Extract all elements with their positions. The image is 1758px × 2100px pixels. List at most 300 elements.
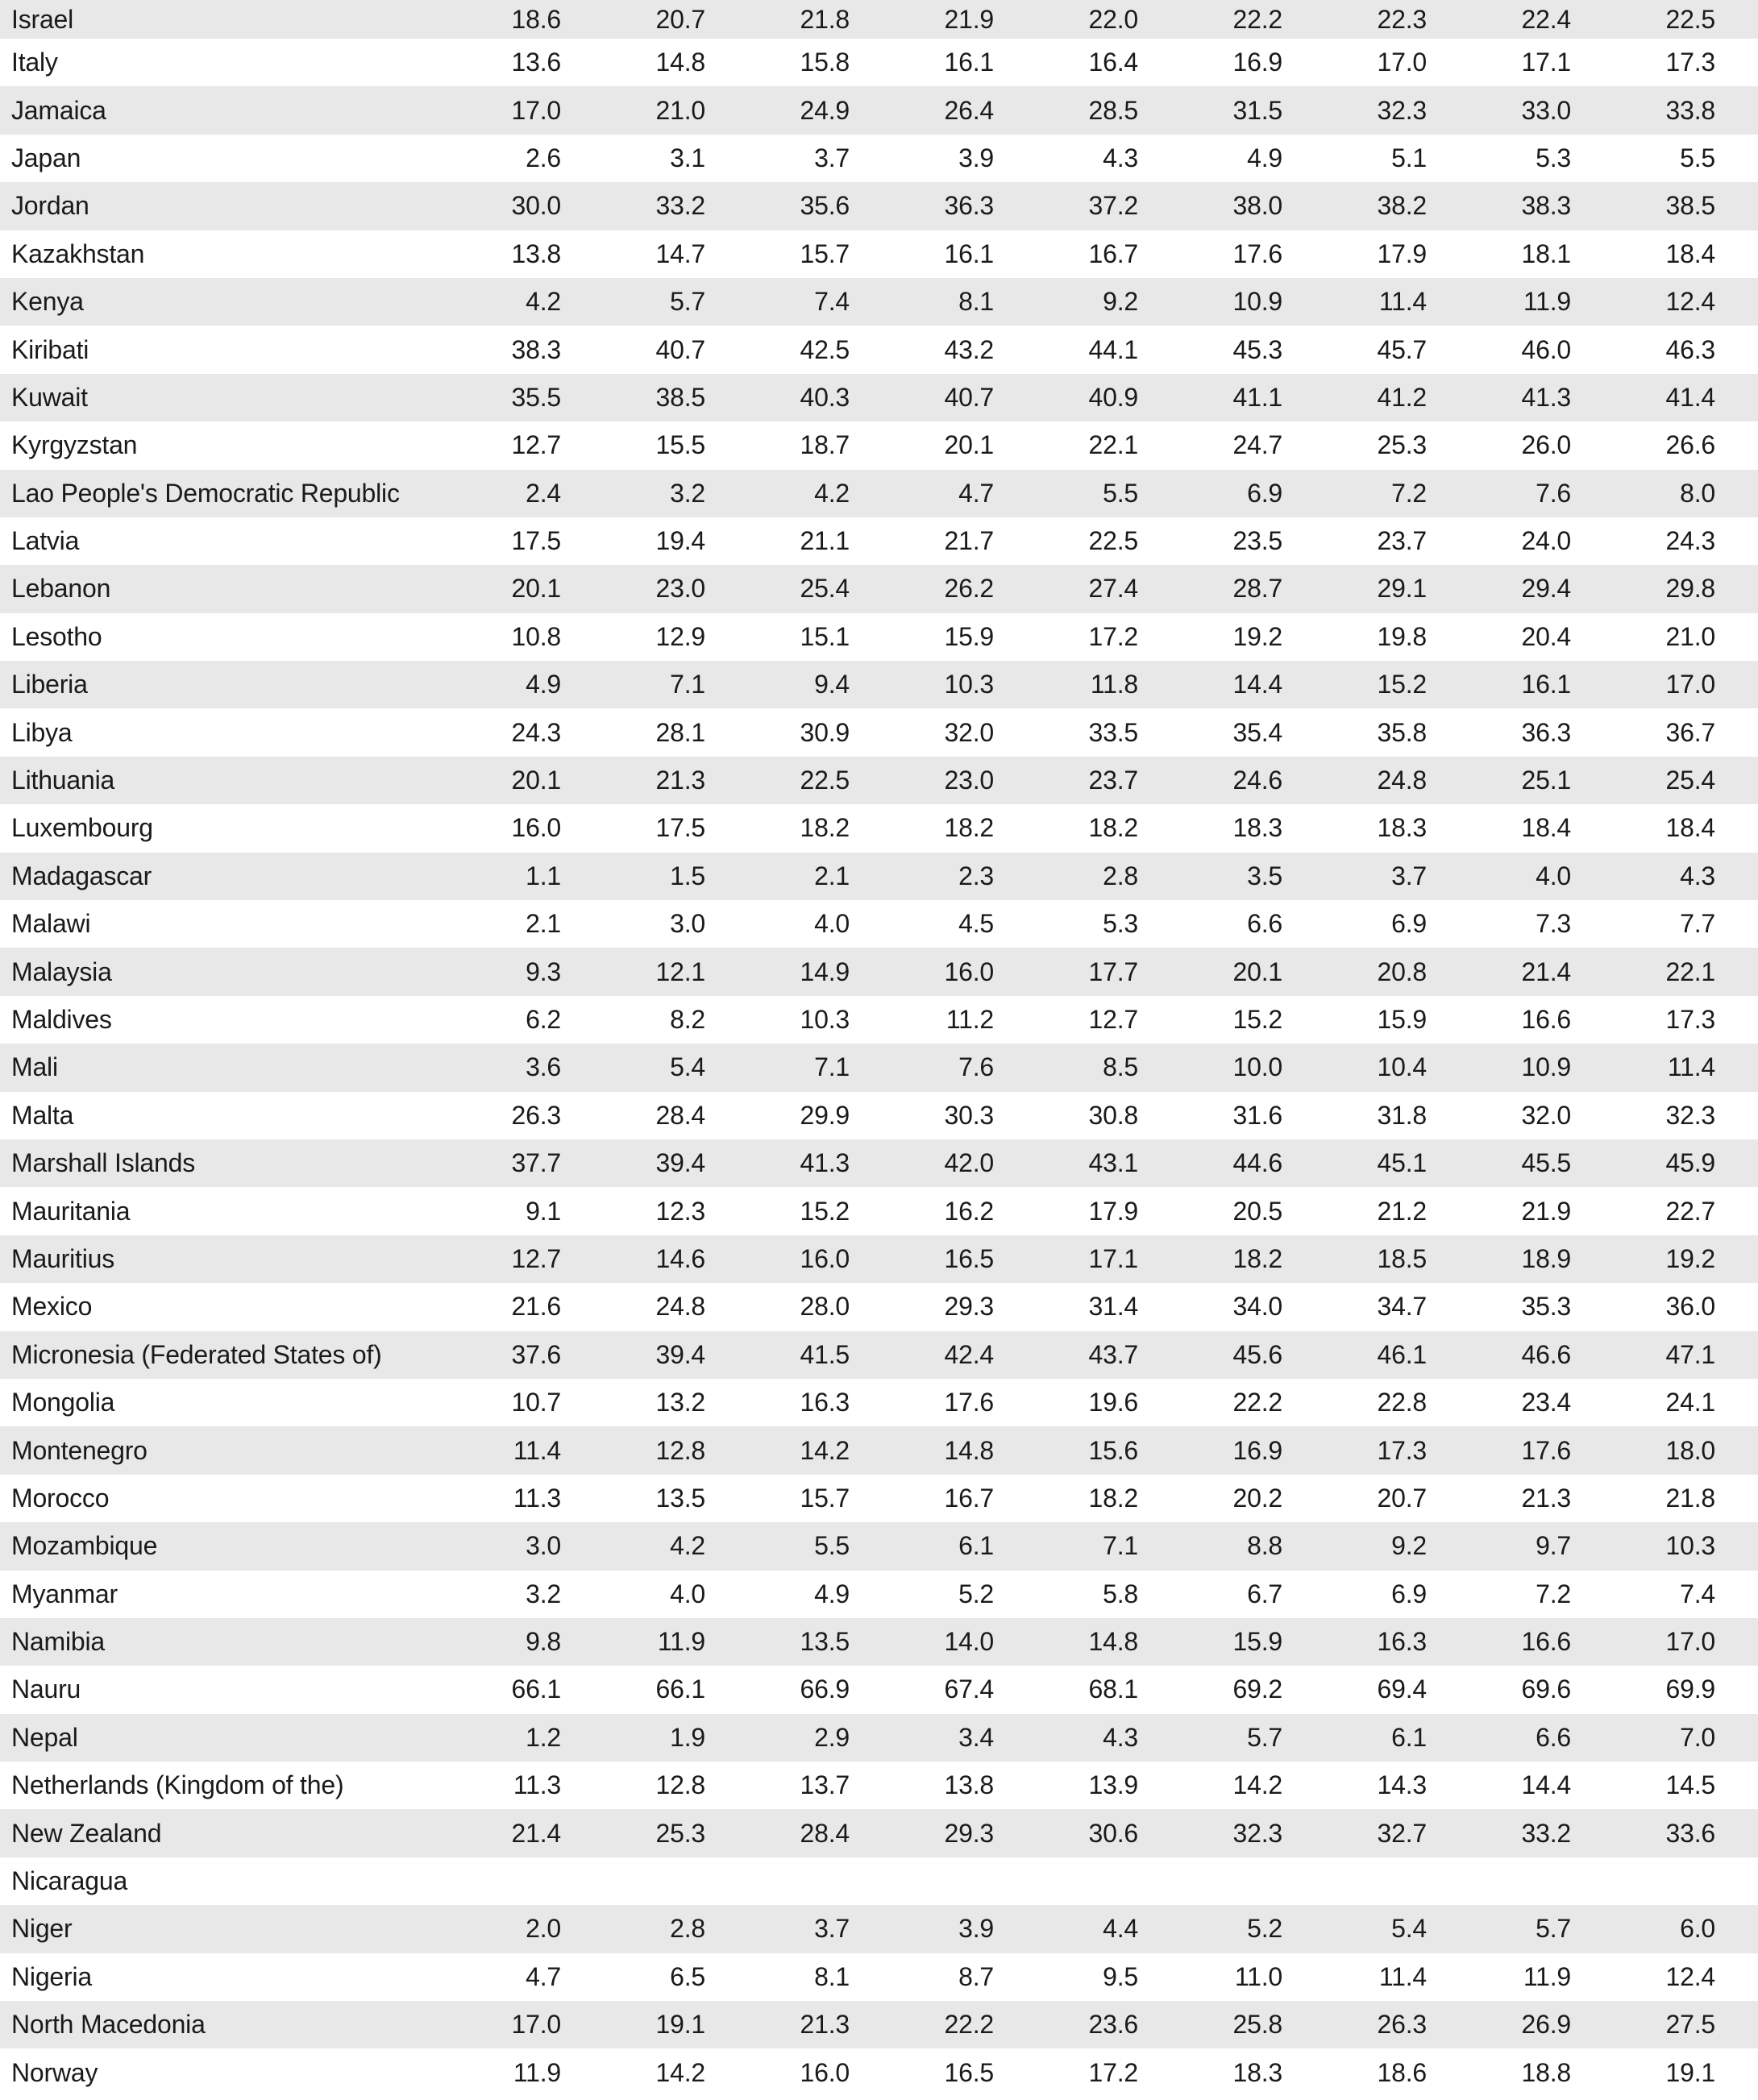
value-cell: 22.1: [1088, 430, 1138, 460]
value-cell: 69.9: [1665, 1675, 1715, 1704]
value-cell: 2.6: [526, 143, 561, 172]
value-cell: 19.1: [655, 2010, 705, 2040]
value-cell: 22.3: [1377, 4, 1427, 34]
value-cell: 15.7: [800, 1483, 850, 1513]
value-cell: 20.2: [1232, 1483, 1282, 1513]
value-cell: 11.0: [1234, 1961, 1282, 1991]
value-cell: 2.1: [814, 861, 850, 890]
value-cell: 46.1: [1377, 1339, 1427, 1369]
value-cell: 9.5: [1103, 1961, 1138, 1991]
country-name: Niger: [11, 1914, 73, 1944]
value-cell: 25.1: [1521, 766, 1571, 795]
value-cells: [451, 1675, 1715, 1704]
value-cell: 12.1: [655, 957, 705, 986]
value-cell: 18.0: [1665, 1435, 1715, 1465]
value-cells: [451, 909, 1715, 939]
value-cell: 16.7: [1088, 239, 1138, 268]
value-cell: 30.0: [511, 191, 561, 221]
value-cell: 4.2: [814, 478, 850, 508]
value-cell: 8.2: [670, 1005, 705, 1034]
value-cell: 5.7: [1536, 1914, 1571, 1944]
country-name: Latvia: [11, 526, 80, 556]
table-row: [0, 1283, 1758, 1330]
value-cell: 18.6: [1377, 2057, 1427, 2087]
value-cell: 13.5: [655, 1483, 705, 1513]
value-cell: 17.1: [1088, 1243, 1138, 1273]
value-cells: [451, 861, 1715, 891]
value-cell: 9.7: [1536, 1531, 1571, 1561]
value-cell: 21.0: [655, 95, 705, 125]
value-cell: 15.9: [1377, 1005, 1427, 1034]
value-cell: 29.4: [1521, 574, 1571, 604]
country-name: Nicaragua: [11, 1866, 128, 1896]
value-cells: [451, 1388, 1715, 1417]
value-cell: 6.6: [1536, 1722, 1571, 1752]
value-cell: 33.2: [655, 191, 705, 221]
country-name: Kiribati: [11, 334, 89, 364]
value-cell: 41.4: [1665, 382, 1715, 412]
country-name: Micronesia (Federated States of): [11, 1339, 382, 1369]
value-cell: 23.6: [1088, 2010, 1138, 2040]
value-cell: 25.3: [1377, 430, 1427, 460]
value-cell: 5.3: [1103, 909, 1138, 939]
value-cell: 38.3: [1521, 191, 1571, 221]
value-cell: 17.6: [1232, 239, 1282, 268]
value-cell: 21.8: [1665, 1483, 1715, 1513]
country-name: Kenya: [11, 287, 84, 317]
value-cell: 10.9: [1521, 1052, 1571, 1082]
value-cell: 20.5: [1232, 1196, 1282, 1226]
value-cell: 31.4: [1088, 1292, 1138, 1322]
value-cell: 38.3: [511, 334, 561, 364]
value-cells: [451, 239, 1715, 269]
value-cell: 3.0: [670, 909, 705, 939]
value-cell: 4.0: [1536, 861, 1571, 890]
table-row: [0, 1044, 1758, 1091]
country-name: Jordan: [11, 191, 89, 221]
value-cell: 22.4: [1521, 4, 1571, 34]
value-cell: 21.2: [1377, 1196, 1427, 1226]
value-cell: 17.3: [1377, 1435, 1427, 1465]
value-cell: 16.9: [1232, 1435, 1282, 1465]
value-cell: 23.7: [1377, 526, 1427, 556]
value-cell: 17.6: [1521, 1435, 1571, 1465]
value-cells: [451, 287, 1715, 317]
value-cell: 23.7: [1088, 766, 1138, 795]
country-name: Myanmar: [11, 1579, 118, 1608]
value-cell: 17.0: [1665, 670, 1715, 699]
value-cell: 32.0: [944, 717, 994, 747]
value-cell: 14.9: [800, 957, 850, 986]
value-cell: 14.0: [944, 1627, 994, 1657]
table-row: [0, 996, 1758, 1044]
value-cell: 32.7: [1377, 1818, 1427, 1848]
value-cell: 17.3: [1665, 1005, 1715, 1034]
table-row: [0, 804, 1758, 852]
value-cell: 17.6: [944, 1388, 994, 1417]
value-cell: 4.7: [526, 1961, 561, 1991]
value-cell: 6.9: [1391, 1579, 1427, 1608]
value-cell: 16.3: [800, 1388, 850, 1417]
value-cell: 45.5: [1521, 1148, 1571, 1178]
value-cell: 10.0: [1232, 1052, 1282, 1082]
value-cell: 15.2: [1377, 670, 1427, 699]
value-cell: 41.1: [1232, 382, 1282, 412]
value-cell: 3.9: [958, 143, 994, 172]
value-cell: 21.9: [1521, 1196, 1571, 1226]
country-name: Mongolia: [11, 1388, 115, 1417]
value-cell: 3.7: [814, 143, 850, 172]
value-cell: 26.9: [1521, 2010, 1571, 2040]
value-cell: 43.7: [1088, 1339, 1138, 1369]
country-name: Nigeria: [11, 1961, 92, 1991]
table-row: [0, 948, 1758, 995]
value-cell: 5.8: [1103, 1579, 1138, 1608]
table-row: [0, 135, 1758, 182]
table-row: [0, 278, 1758, 326]
value-cell: 43.1: [1088, 1148, 1138, 1178]
value-cell: 6.5: [670, 1961, 705, 1991]
value-cell: 46.3: [1665, 334, 1715, 364]
value-cell: 15.5: [655, 430, 705, 460]
value-cell: 5.7: [1247, 1722, 1282, 1752]
value-cell: 4.2: [670, 1531, 705, 1561]
value-cell: 26.6: [1665, 430, 1715, 460]
value-cell: 21.7: [944, 526, 994, 556]
value-cell: 4.9: [1247, 143, 1282, 172]
value-cells: [451, 383, 1715, 413]
value-cell: 35.4: [1232, 717, 1282, 747]
value-cells: [451, 670, 1715, 699]
value-cell: 41.3: [800, 1148, 850, 1178]
value-cell: 33.0: [1521, 95, 1571, 125]
country-name: Madagascar: [11, 861, 152, 890]
value-cell: 69.4: [1377, 1675, 1427, 1704]
table-row: [0, 661, 1758, 708]
value-cell: 12.3: [655, 1196, 705, 1226]
value-cell: 18.5: [1377, 1243, 1427, 1273]
value-cell: 41.3: [1521, 382, 1571, 412]
value-cell: 41.2: [1377, 382, 1427, 412]
value-cell: 15.1: [800, 621, 850, 651]
value-cell: 4.7: [958, 478, 994, 508]
value-cell: 22.5: [1665, 4, 1715, 34]
value-cell: 12.8: [655, 1435, 705, 1465]
value-cell: 14.8: [944, 1435, 994, 1465]
country-name: Mauritania: [11, 1196, 131, 1226]
table-row: [0, 565, 1758, 612]
value-cell: 29.3: [944, 1818, 994, 1848]
value-cells: [451, 48, 1715, 77]
value-cell: 43.2: [944, 334, 994, 364]
table-row: [0, 900, 1758, 948]
value-cell: 24.9: [800, 95, 850, 125]
value-cell: 21.1: [800, 526, 850, 556]
value-cell: 24.8: [1377, 766, 1427, 795]
value-cell: 22.2: [1232, 1388, 1282, 1417]
value-cell: 10.4: [1377, 1052, 1427, 1082]
table-row: [0, 2001, 1758, 2048]
table-row: [0, 39, 1758, 86]
value-cells: [451, 5, 1715, 35]
value-cell: 17.0: [1377, 48, 1427, 77]
value-cell: 45.9: [1665, 1148, 1715, 1178]
value-cell: 30.6: [1088, 1818, 1138, 1848]
value-cell: 6.2: [526, 1005, 561, 1034]
value-cell: 2.1: [526, 909, 561, 939]
value-cell: 46.0: [1521, 334, 1571, 364]
table-row: [0, 1426, 1758, 1474]
value-cell: 36.7: [1665, 717, 1715, 747]
table-row: [0, 1953, 1758, 2001]
value-cell: 17.9: [1088, 1196, 1138, 1226]
table-row: [0, 230, 1758, 278]
value-cell: 3.7: [814, 1914, 850, 1944]
value-cell: 7.2: [1536, 1579, 1571, 1608]
value-cell: 69.6: [1521, 1675, 1571, 1704]
country-name: Malaysia: [11, 957, 112, 986]
value-cell: 6.1: [1391, 1722, 1427, 1752]
value-cell: 14.4: [1232, 670, 1282, 699]
value-cell: 28.5: [1088, 95, 1138, 125]
value-cell: 6.0: [1680, 1914, 1715, 1944]
value-cell: 41.5: [800, 1339, 850, 1369]
value-cell: 8.7: [958, 1961, 994, 1991]
value-cell: 26.4: [944, 95, 994, 125]
value-cells: [451, 1436, 1715, 1466]
value-cell: 14.3: [1377, 1770, 1427, 1800]
value-cells: [451, 1484, 1715, 1513]
value-cell: 7.2: [1391, 478, 1427, 508]
value-cell: 4.3: [1103, 143, 1138, 172]
value-cell: 17.0: [511, 2010, 561, 2040]
table-row: [0, 708, 1758, 756]
value-cell: 10.9: [1232, 287, 1282, 317]
value-cell: 11.8: [1090, 670, 1138, 699]
value-cell: 4.4: [1103, 1914, 1138, 1944]
country-name: Libya: [11, 717, 73, 747]
value-cell: 9.2: [1391, 1531, 1427, 1561]
country-name: Lebanon: [11, 574, 111, 604]
value-cell: 20.7: [655, 4, 705, 34]
value-cell: 45.3: [1232, 334, 1282, 364]
value-cell: 42.4: [944, 1339, 994, 1369]
value-cell: 17.2: [1088, 2057, 1138, 2087]
table-row: [0, 1571, 1758, 1618]
value-cell: 25.4: [1665, 766, 1715, 795]
value-cell: 7.3: [1536, 909, 1571, 939]
value-cell: 6.6: [1247, 909, 1282, 939]
value-cell: 4.5: [958, 909, 994, 939]
country-name: Lithuania: [11, 766, 115, 795]
value-cell: 5.5: [1680, 143, 1715, 172]
value-cells: [451, 1101, 1715, 1131]
value-cell: 40.7: [655, 334, 705, 364]
value-cell: 20.1: [511, 766, 561, 795]
value-cell: 45.7: [1377, 334, 1427, 364]
value-cell: 4.0: [670, 1579, 705, 1608]
value-cell: 46.6: [1521, 1339, 1571, 1369]
value-cell: 23.0: [944, 766, 994, 795]
value-cell: 38.5: [1665, 191, 1715, 221]
value-cell: 24.3: [1665, 526, 1715, 556]
value-cell: 6.9: [1247, 478, 1282, 508]
value-cell: 11.4: [1378, 287, 1427, 317]
value-cells: [451, 526, 1715, 556]
value-cell: 21.6: [511, 1292, 561, 1322]
value-cell: 18.6: [511, 4, 561, 34]
value-cell: 27.4: [1088, 574, 1138, 604]
value-cells: [451, 957, 1715, 987]
value-cell: 9.3: [526, 957, 561, 986]
value-cell: 8.5: [1103, 1052, 1138, 1082]
value-cell: 2.8: [670, 1914, 705, 1944]
value-cell: 5.5: [814, 1531, 850, 1561]
value-cell: 16.0: [800, 2057, 850, 2087]
value-cell: 37.6: [511, 1339, 561, 1369]
value-cell: 21.9: [944, 4, 994, 34]
value-cell: 33.6: [1665, 1818, 1715, 1848]
value-cell: 29.1: [1377, 574, 1427, 604]
value-cell: 11.9: [657, 1627, 705, 1657]
value-cell: 5.5: [1103, 478, 1138, 508]
country-name: Norway: [11, 2057, 98, 2087]
value-cell: 17.1: [1521, 48, 1571, 77]
value-cell: 11.4: [1667, 1052, 1715, 1082]
value-cell: 16.1: [1521, 670, 1571, 699]
value-cell: 13.9: [1088, 1770, 1138, 1800]
country-name: Mexico: [11, 1292, 93, 1322]
value-cell: 8.1: [958, 287, 994, 317]
value-cell: 16.5: [944, 2057, 994, 2087]
table-row: [0, 1522, 1758, 1570]
value-cell: 40.9: [1088, 382, 1138, 412]
value-cell: 15.6: [1088, 1435, 1138, 1465]
value-cell: 10.7: [511, 1388, 561, 1417]
value-cell: 22.5: [1088, 526, 1138, 556]
value-cells: [451, 718, 1715, 748]
country-name: Malawi: [11, 909, 91, 939]
country-name: Kazakhstan: [11, 239, 145, 268]
value-cells: [451, 96, 1715, 126]
value-cell: 17.5: [655, 813, 705, 843]
value-cell: 4.2: [526, 287, 561, 317]
value-cell: 30.3: [944, 1100, 994, 1130]
value-cell: 3.0: [526, 1531, 561, 1561]
value-cell: 14.4: [1521, 1770, 1571, 1800]
value-cells: [451, 430, 1715, 460]
value-cell: 33.8: [1665, 95, 1715, 125]
table-row: [0, 182, 1758, 230]
value-cell: 6.9: [1391, 909, 1427, 939]
value-cell: 6.1: [958, 1531, 994, 1561]
country-name: Marshall Islands: [11, 1148, 196, 1178]
value-cell: 13.7: [800, 1770, 850, 1800]
value-cell: 9.2: [1103, 287, 1138, 317]
value-cell: 17.2: [1088, 621, 1138, 651]
value-cell: 16.1: [944, 48, 994, 77]
value-cell: 24.7: [1232, 430, 1282, 460]
value-cell: 18.7: [800, 430, 850, 460]
value-cell: 40.7: [944, 382, 994, 412]
value-cell: 16.4: [1088, 48, 1138, 77]
value-cell: 19.1: [1665, 2057, 1715, 2087]
value-cell: 67.4: [944, 1675, 994, 1704]
value-cell: 16.1: [944, 239, 994, 268]
value-cell: 19.8: [1377, 621, 1427, 651]
value-cell: 16.2: [944, 1196, 994, 1226]
value-cell: 15.9: [944, 621, 994, 651]
value-cell: 16.5: [944, 1243, 994, 1273]
value-cell: 36.3: [1521, 717, 1571, 747]
table-row: [0, 1331, 1758, 1379]
country-name: Mozambique: [11, 1531, 158, 1561]
value-cell: 18.3: [1232, 813, 1282, 843]
value-cell: 22.7: [1665, 1196, 1715, 1226]
value-cell: 3.1: [670, 143, 705, 172]
value-cell: 24.3: [511, 717, 561, 747]
value-cell: 28.4: [800, 1818, 850, 1848]
table-row: [0, 86, 1758, 134]
value-cell: 16.7: [944, 1483, 994, 1513]
value-cell: 36.0: [1665, 1292, 1715, 1322]
value-cell: 20.7: [1377, 1483, 1427, 1513]
value-cells: [451, 1340, 1715, 1370]
value-cell: 15.9: [1232, 1627, 1282, 1657]
value-cell: 5.4: [670, 1052, 705, 1082]
value-cells: [451, 1197, 1715, 1226]
value-cell: 66.1: [655, 1675, 705, 1704]
value-cell: 7.6: [958, 1052, 994, 1082]
value-cells: [451, 1819, 1715, 1849]
country-name: Maldives: [11, 1005, 112, 1034]
value-cell: 33.2: [1521, 1818, 1571, 1848]
value-cell: 15.7: [800, 239, 850, 268]
value-cell: 12.9: [655, 621, 705, 651]
value-cell: 17.0: [1665, 1627, 1715, 1657]
value-cell: 10.3: [944, 670, 994, 699]
value-cell: 21.8: [800, 4, 850, 34]
value-cell: 9.8: [526, 1627, 561, 1657]
value-cell: 23.0: [655, 574, 705, 604]
value-cell: 26.3: [1377, 2010, 1427, 2040]
value-cell: 12.7: [511, 1243, 561, 1273]
country-name: Nepal: [11, 1722, 78, 1752]
table-row: [0, 1905, 1758, 1953]
value-cell: 2.9: [814, 1722, 850, 1752]
table-row: [0, 1714, 1758, 1762]
value-cell: 22.8: [1377, 1388, 1427, 1417]
table-row: [0, 1762, 1758, 1809]
value-cell: 18.3: [1232, 2057, 1282, 2087]
value-cell: 30.9: [800, 717, 850, 747]
value-cell: 8.8: [1247, 1531, 1282, 1561]
value-cell: 18.1: [1521, 239, 1571, 268]
value-cell: 20.1: [511, 574, 561, 604]
value-cells: [451, 1292, 1715, 1322]
value-cell: 3.4: [958, 1722, 994, 1752]
value-cell: 31.6: [1232, 1100, 1282, 1130]
value-cell: 37.7: [511, 1148, 561, 1178]
table-row: [0, 326, 1758, 373]
value-cell: 10.3: [1665, 1531, 1715, 1561]
value-cells: [451, 1723, 1715, 1753]
value-cell: 8.1: [814, 1961, 850, 1991]
value-cell: 28.0: [800, 1292, 850, 1322]
value-cells: [451, 1244, 1715, 1274]
value-cell: 24.0: [1521, 526, 1571, 556]
value-cell: 22.5: [800, 766, 850, 795]
